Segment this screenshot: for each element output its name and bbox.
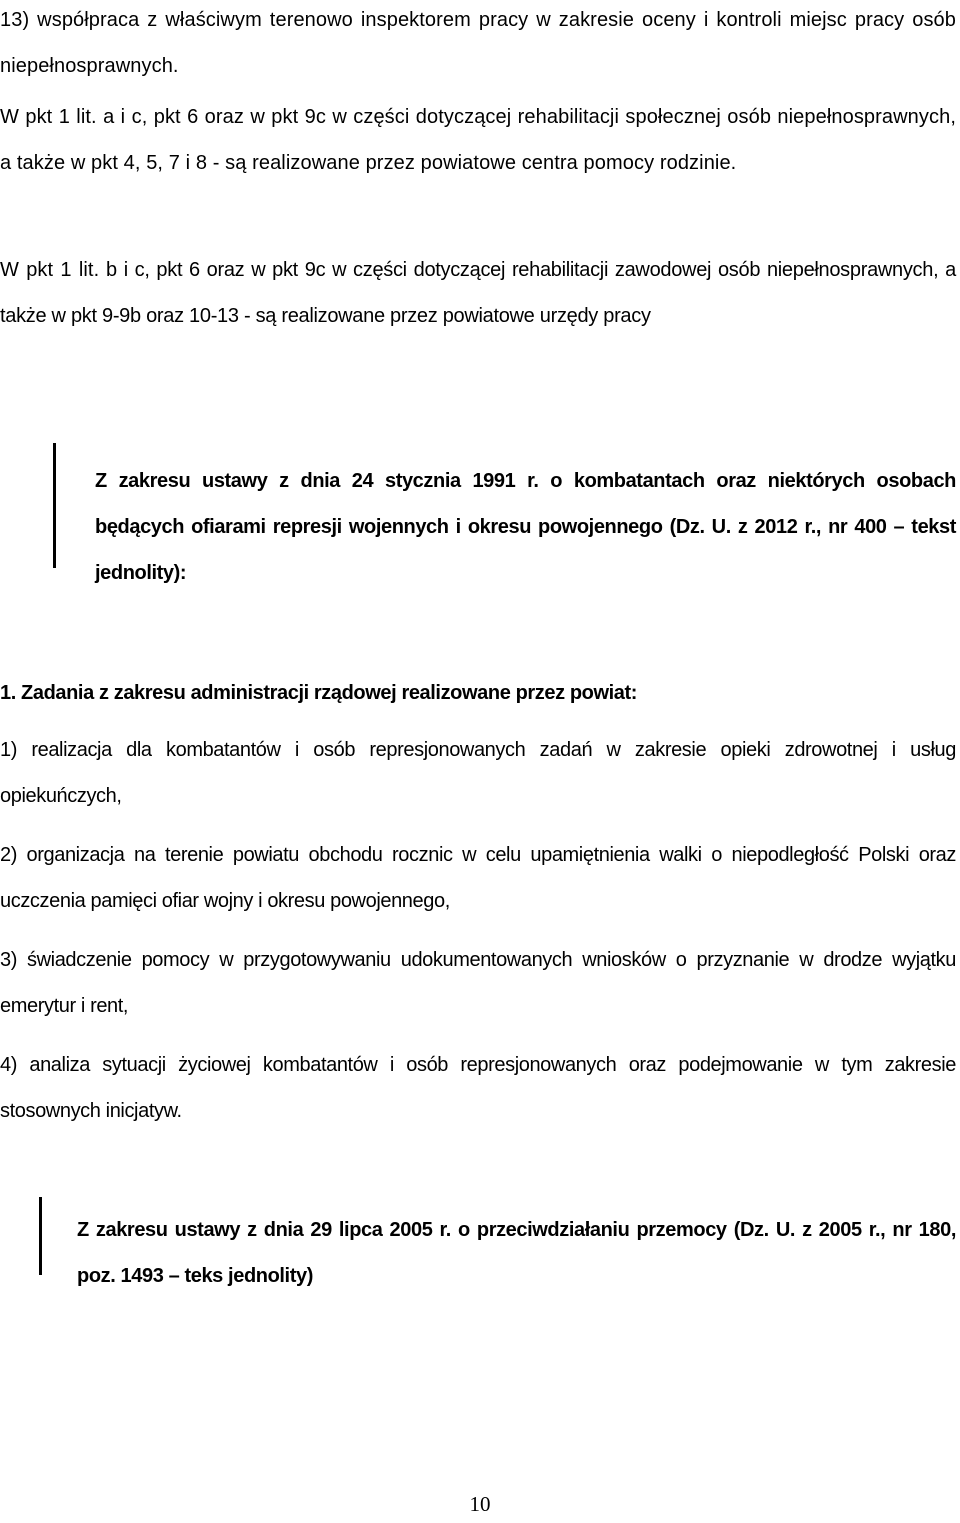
paragraph-item-13: 13) współpraca z właściwym terenowo inspektorem pracy w zakresie oceny i kontroli miejsc pracy osób niepełnosprawnych. [0, 9, 956, 77]
paragraph-vocational-prefix: W pkt 1 lit. [0, 259, 100, 281]
section-bar-combatants [53, 443, 56, 568]
task-item-3: 3) świadczenie pomocy w przygotowywaniu udokumentowanych wniosków o przyznanie w drodze wyjątku emerytur i rent, [0, 949, 956, 1017]
section-heading-violence: Z zakresu ustawy z dnia 29 lipca 2005 r. o przeciwdziałaniu przemocy (Dz. U. z 2005 r., nr 180, poz. 1493 – teks jednolity) [77, 1219, 956, 1287]
paragraph-vocational-rest: b i c, pkt 6 oraz w pkt 9c w części dotyczącej rehabilitacji zawodowej osób niepełnosprawnych, a także w pkt 9-9b oraz 10-13 - są realizowane przez powiatowe urzędy pracy [0, 259, 956, 327]
page-number: 10 [469, 1492, 491, 1516]
section-heading-combatants: Z zakresu ustawy z dnia 24 stycznia 1991 r. o kombatantach oraz niektórych osobach będących ofiarami represji wojennych i okresu powojennego (Dz. U. z 2012 r., nr 400 – tekst jednolity): [95, 470, 956, 584]
paragraph-social-rehab: W pkt 1 lit. a i c, pkt 6 oraz w pkt 9c w części dotyczącej rehabilitacji społecznej osób niepełnosprawnych, a także w pkt 4, 5, 7 i 8 - są realizowane przez powiatowe centra pomocy rodzinie. [0, 106, 956, 174]
paragraph-vocational-rehab [0, 247, 956, 339]
task-item-2: 2) organizacja na terenie powiatu obchodu rocznic w celu upamiętnienia walki o niepodległość Polski oraz uczczenia pamięci ofiar wojny i okresu powojennego, [0, 844, 956, 912]
section-bar-violence [39, 1197, 42, 1275]
task-item-1: 1) realizacja dla kombatantów i osób represjonowanych zadań w zakresie opieki zdrowotnej i usług opiekuńczych, [0, 739, 956, 807]
tasks-heading: 1. Zadania z zakresu administracji rządowej realizowane przez powiat: [0, 682, 638, 704]
task-item-4: 4) analiza sytuacji życiowej kombatantów i osób represjonowanych oraz podejmowanie w tym zakresie stosownych inicjatyw. [0, 1054, 956, 1122]
